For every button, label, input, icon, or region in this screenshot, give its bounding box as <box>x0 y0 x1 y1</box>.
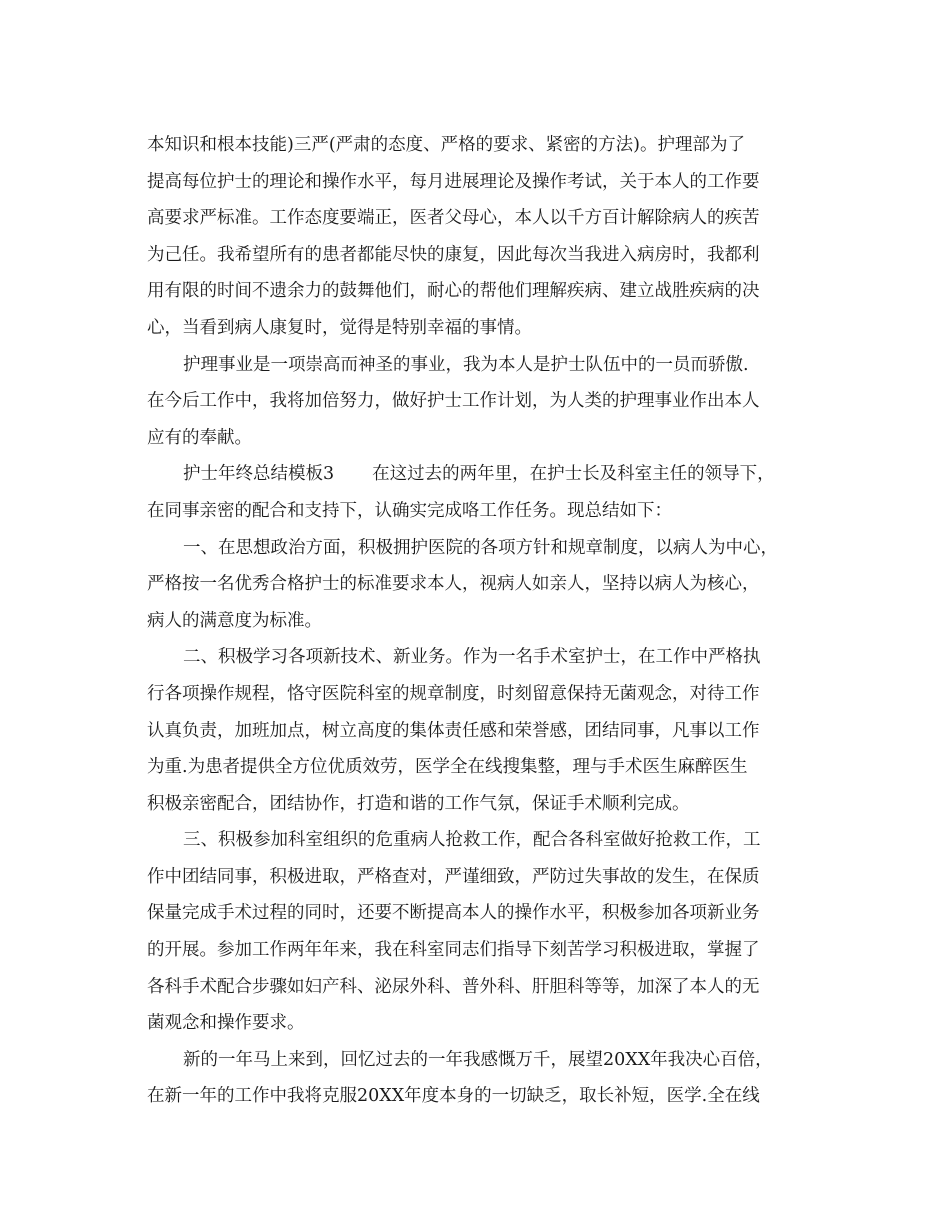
line-text: 行各项操作规程，恪守医院科室的规章制度，时刻留意保持无菌观念，对待工作 <box>147 683 760 704</box>
text-line <box>147 237 812 274</box>
text-line <box>147 456 812 493</box>
text-line <box>147 493 812 530</box>
line-text: 高要求严标准。工作态度要端正，医者父母心，本人以千方百计解除病人的疾苦 <box>147 208 760 229</box>
text-line <box>147 530 812 567</box>
text-line <box>147 786 812 823</box>
text-line <box>147 859 812 896</box>
text-line <box>147 932 812 969</box>
line-text: 应有的奉献。 <box>147 427 252 448</box>
line-text: 在这过去的两年里，在护士长及科室主任的领导下， <box>372 464 775 485</box>
line-text: 严格按一名优秀合格护士的标准要求本人，视病人如亲人，坚持以病人为核心， <box>147 574 760 595</box>
line-text: 在新一年的工作中我将克服20XX年度本身的一切缺乏，取长补短，医学.全在线 <box>147 1086 760 1107</box>
text-line <box>147 1042 812 1079</box>
line-text: 在今后工作中，我将加倍努力，做好护士工作计划，为人类的护理事业作出本人 <box>147 391 760 412</box>
line-text: 菌观念和操作要求。 <box>147 1013 305 1034</box>
document-body <box>147 127 812 1115</box>
text-line <box>147 713 812 750</box>
text-line <box>147 1005 812 1042</box>
line-text: 二、积极学习各项新技术、新业务。作为一名手术室护士，在工作中严格执 <box>183 647 761 668</box>
text-line <box>147 127 812 164</box>
text-line <box>147 383 812 420</box>
text-line <box>147 895 812 932</box>
line-text: 病人的满意度为标准。 <box>147 610 322 631</box>
line-text: 各科手术配合步骤如妇产科、泌尿外科、普外科、肝胆科等等，加深了本人的无 <box>147 976 760 997</box>
line-text: 三、积极参加科室组织的危重病人抢救工作，配合各科室做好抢救工作，工 <box>183 830 761 851</box>
text-line <box>147 822 812 859</box>
text-line <box>147 566 812 603</box>
line-text: 一、在思想政治方面，积极拥护医院的各项方针和规章制度，以病人为中心， <box>183 537 778 558</box>
line-text: 为己任。我希望所有的患者都能尽快的康复，因此每次当我进入病房时，我都利 <box>147 244 760 265</box>
line-text: 提高每位护士的理论和操作水平，每月进展理论及操作考试，关于本人的工作要 <box>147 171 760 192</box>
text-line <box>147 603 812 640</box>
text-line <box>147 969 812 1006</box>
text-line <box>147 420 812 457</box>
text-line <box>147 1078 812 1115</box>
line-text: 用有限的时间不遗余力的鼓舞他们，耐心的帮他们理解疾病、建立战胜疾病的决 <box>147 281 760 302</box>
text-line <box>147 639 812 676</box>
line-text: 本知识和根本技能)三严(严肃的态度、严格的要求、紧密的方法)。护理部为了 <box>147 135 745 155</box>
line-text: 为重.为患者提供全方位优质效劳，医学全在线搜集整，理与手术医生麻醉医生 <box>147 757 748 778</box>
line-text: 的开展。参加工作两年年来，我在科室同志们指导下刻苦学习积极进取，掌握了 <box>147 940 760 961</box>
line-text: 新的一年马上来到，回忆过去的一年我感慨万千，展望20XX年我决心百倍， <box>183 1049 773 1070</box>
line-text: 在同事亲密的配合和支持下，认确实完成咯工作任务。现总结如下： <box>147 500 672 521</box>
section-title: 护士年终总结模板3 <box>183 464 335 485</box>
text-line <box>147 676 812 713</box>
text-line <box>147 749 812 786</box>
text-line <box>147 273 812 310</box>
line-text: 作中团结同事，积极进取，严格查对，严谨细致，严防过失事故的发生，在保质 <box>147 866 760 887</box>
line-text: 认真负责，加班加点，树立高度的集体责任感和荣誉感，团结同事，凡事以工作 <box>147 720 760 741</box>
line-text: 积极亲密配合，团结协作，打造和谐的工作气氛，保证手术顺利完成。 <box>147 793 690 814</box>
text-line <box>147 310 812 347</box>
line-text: 心，当看到病人康复时，觉得是特别幸福的事情。 <box>147 317 532 338</box>
line-text: 护理事业是一项崇高而神圣的事业，我为本人是护士队伍中的一员而骄傲. <box>183 354 749 375</box>
text-line <box>147 200 812 237</box>
text-line <box>147 164 812 201</box>
line-text: 保量完成手术过程的同时，还要不断提高本人的操作水平，积极参加各项新业务 <box>147 903 760 924</box>
text-line <box>147 347 812 384</box>
